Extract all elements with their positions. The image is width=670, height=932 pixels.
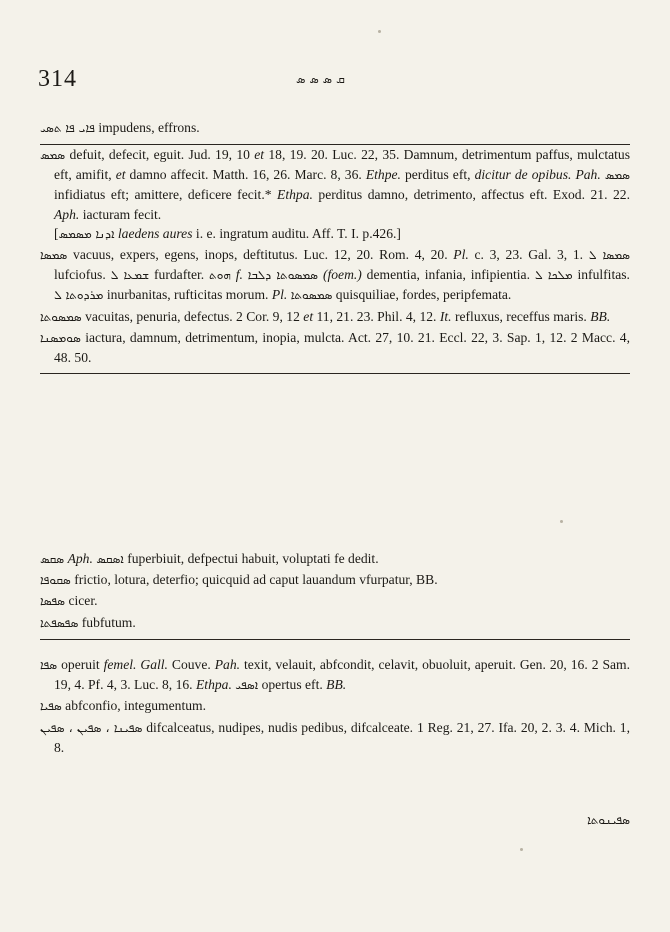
entry-block-3 [40, 549, 630, 648]
entry-text: defuit, defecit, eguit. Jud. 19, 10 [69, 147, 255, 162]
syriac-headword: ܣܘܡܣܢܐ [40, 330, 81, 345]
entry-text: c. 3, 23. Gal. 3, 1. [468, 247, 589, 263]
syriac-form: ܐܕܢܐ ܡܣܡܣ [58, 226, 115, 241]
entry-text: iacturam fecit. [79, 206, 162, 222]
section-divider [40, 373, 630, 374]
entry-text: abfconfio, integumentum. [61, 698, 206, 714]
form-label: Aph. [67, 551, 93, 566]
syriac-headword: ܣܡܣܘܬܐ [40, 309, 82, 324]
italic-word: femel. [103, 657, 137, 672]
paper-speck [378, 30, 381, 33]
entry-text: iactura, damnum, detrimentum, inopia, mulcta. Act. 27, 10. 21. Eccl. 22, 3. Sap. 1, 12. 2 Macc. 4, 48. 50. [54, 329, 630, 366]
italic-et: et [303, 308, 314, 324]
syriac-form: ܡܪܕܘܬܐ ܠ [54, 288, 104, 303]
italic-phrase: laedens aures [117, 225, 193, 241]
syriac-form: ܡܠܟܐ ܠ [534, 268, 573, 283]
form-label: Pah. [575, 167, 601, 183]
entry-text: inurbanitas, rufticitas morum. [103, 287, 272, 303]
entry-text: Couve. [167, 657, 215, 672]
form-label: Ethpe. [365, 167, 401, 183]
syriac-headword: ܣܩܘܦܐ [40, 573, 71, 588]
syriac-headword: ܦܐܝ ܦܐ ܬܣܝ [40, 121, 95, 135]
form-label: Pah. [214, 657, 241, 672]
entry-text: i. e. ingratum auditu. Aff. T. I. p.426.] [192, 225, 401, 241]
source-abbrev: BB. [590, 308, 611, 324]
entry-text: fuperbiuit, defpectui habuit, voluptati fe dedit. [123, 551, 379, 566]
entry-text: operuit [57, 657, 104, 672]
dictionary-entry [40, 591, 630, 611]
entry-text: damno affecit. Matth. 16, 26. Marc. 8, 36. [125, 167, 366, 183]
entry-text: quisquiliae, fordes, peripfemata. [332, 287, 512, 303]
syriac-headword: ܣܦܣܦܬܐ [40, 615, 79, 630]
dictionary-entry [40, 613, 630, 633]
dictionary-entry [40, 307, 630, 327]
entry-text: 11, 21. 23. Phil. 4, 12. [313, 308, 440, 324]
entry-text: dementia, infania, infipientia. [361, 267, 535, 283]
syriac-headword: ܣܡܣ [40, 148, 66, 162]
section-divider [40, 639, 630, 640]
entry-text: refluxus, receffus maris. [451, 308, 591, 324]
syriac-form: ܐܣܦܝ [235, 678, 259, 693]
page-header [38, 66, 638, 100]
form-label: Aph. [54, 206, 80, 222]
dictionary-entry [40, 328, 630, 367]
bracket: [ [54, 225, 59, 241]
entry-text: cicer. [65, 593, 98, 609]
entry-text: texit, velauit, abfcondit, celavit, obuoluit, aperuit. Gen. 20, 16. 2 Sam. 19, 4. Pf. 4, 3. Luc. 8, 16. [54, 657, 631, 693]
syriac-headword: ܣܩܣ [40, 552, 65, 566]
entry-text: vacuus, expers, egens, inops, deftitutus. Luc. 12, 20. Rom. 4, 20. [67, 247, 454, 263]
entry-text: infulfitas. [572, 267, 630, 283]
syriac-form: ܣܡܣܘܬܐ ܕܠܒܐ [247, 268, 319, 283]
syriac-form: ܫܡܥܐ ܠ [110, 268, 150, 283]
paper-speck [520, 848, 523, 851]
form-label: It. [439, 308, 452, 324]
italic-et: et [254, 147, 265, 162]
form-label: Pl. [453, 247, 469, 263]
entry-block-2 [40, 145, 630, 382]
form-label: Pl. [271, 287, 288, 303]
syriac-headword: ܣܦܐ [40, 658, 58, 672]
entry-text: vacuitas, penuria, defectus. 2 Cor. 9, 12 [81, 308, 304, 324]
dictionary-entry [40, 245, 630, 306]
entry-text: lufciofus. [54, 267, 111, 283]
running-head: ܩ ܣ ܣ ܣ [296, 72, 345, 86]
dictionary-entry [40, 696, 630, 716]
dictionary-entry [40, 718, 630, 757]
entry-text: frictio, lotura, deterfio; quicquid ad caput lauandum vfurpatur, BB. [70, 572, 438, 588]
dictionary-entry [40, 549, 630, 569]
entry-text: 18, 19. 20. Luc. 22, 35. Damnum, detrimentum paffus, mulctatus eft, amifit, [54, 147, 630, 183]
dictionary-entry [40, 118, 630, 138]
dictionary-entry [40, 655, 630, 695]
syriac-form: ܣܡܣ [604, 168, 630, 183]
syriac-form: ܣܡܣܐ ܠ [588, 248, 630, 263]
entry-text: perditus eft, [400, 167, 475, 183]
catchword: ܣܦܝܢܘܬܐ [587, 813, 630, 827]
paper-speck [560, 520, 563, 523]
dictionary-entry [40, 570, 630, 590]
page-number: 314 [38, 66, 77, 92]
syriac-headword: ܣܦܣܐ [40, 594, 66, 609]
form-label: f. [235, 267, 243, 283]
entry-definition: impudens, effrons. [98, 120, 200, 135]
form-label: Ethpa. [195, 677, 232, 693]
syriac-headword: ܣܡܣܐ [40, 248, 68, 263]
entry-text: difcalceatus, nudipes, nudis pedibus, difcalceate. 1 Reg. 21, 27. Ifa. 20, 2. 3. 4. Mich. 1, 8. [54, 719, 630, 755]
entry-block-4 [40, 655, 630, 758]
entry-text: infidiatus eft; amittere, deficere fecit.* [54, 187, 278, 203]
syriac-headword: ܣܦܝܢܐ ، ܣܦܝܢ ، ܣܦܝܢ [40, 720, 143, 735]
syriac-headword: ܣܦܝܐ [40, 699, 62, 714]
entry-text: fubfutum. [78, 614, 136, 630]
syriac-form: ܐܣܩܣ [96, 552, 124, 566]
form-label: (foem.) [322, 267, 362, 283]
entry-text: opertus eft. [258, 677, 327, 693]
italic-et: et [115, 167, 126, 183]
source-abbrev: BB. [326, 677, 347, 693]
syriac-form: ܗܘܬ [209, 268, 231, 283]
usage-note: dicitur de opibus. [474, 167, 572, 183]
form-label: Ethpa. [277, 187, 313, 203]
language-label: Gall. [140, 657, 168, 672]
dictionary-entry [40, 145, 630, 244]
syriac-form: ܣܡܣܘܬܐ [290, 288, 333, 303]
entry-text: furdafter. [149, 267, 210, 283]
entry-text: perditus damno, detrimento, affectus eft. Exod. 21. 22. [312, 187, 630, 203]
